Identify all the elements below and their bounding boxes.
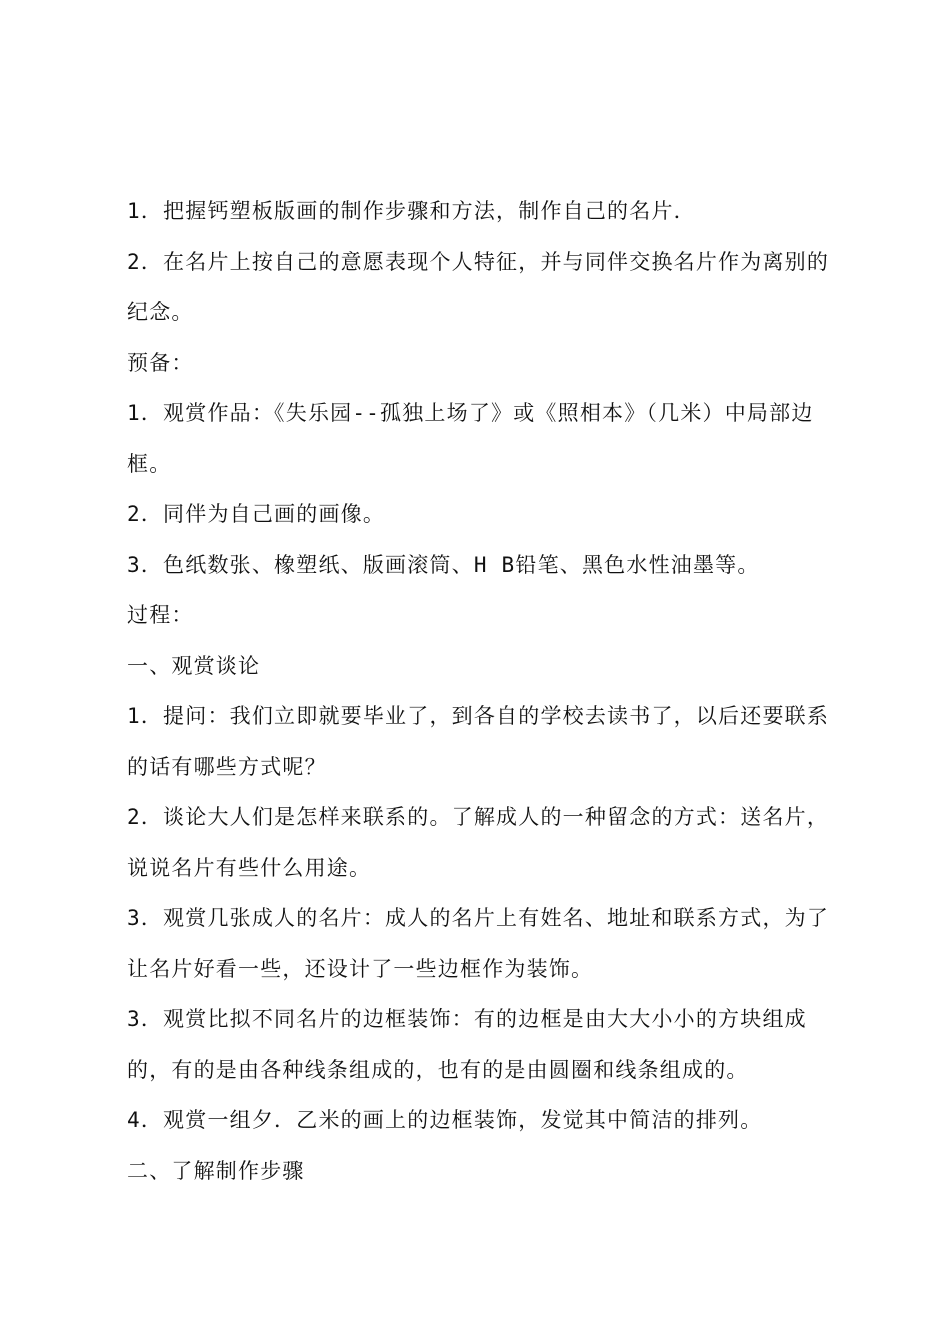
paragraph-step-2: 2．谈论大人们是怎样来联系的。了解成人的一种留念的方式：送名片，说说名片有些什么用途。 — [127, 805, 830, 880]
heading-section-2: 二、了解制作步骤 — [127, 1158, 305, 1183]
paragraph-step-4: 4．观赏一组夕．乙米的画上的边框装饰，发觉其中简洁的排列。 — [127, 1108, 763, 1132]
paragraph-objective-2: 2．在名片上按自己的意愿表现个人特征，并与同伴交换名片作为离别的纪念。 — [127, 249, 830, 324]
paragraph-prep-1: 1．观赏作品：《失乐园--孤独上场了》或《照相本》（几米）中局部边框。 — [127, 401, 814, 476]
paragraph-step-3a: 3．观赏几张成人的名片：成人的名片上有姓名、地址和联系方式，为了让名片好看一些，还设计了一些边框作为装饰。 — [127, 906, 830, 981]
heading-preparation: 预备： — [127, 350, 194, 375]
paragraph-objective-1: 1．把握钙塑板版画的制作步骤和方法，制作自己的名片． — [127, 199, 696, 223]
paragraph-step-1: 1．提问：我们立即就要毕业了，到各自的学校去读书了，以后还要联系的话有哪些方式呢？ — [127, 704, 830, 779]
heading-section-1: 一、观赏谈论 — [127, 653, 261, 678]
paragraph-prep-3: 3．色纸数张、橡塑纸、版画滚筒、H B铅笔、黑色水性油墨等。 — [127, 552, 760, 577]
document-body — [127, 186, 837, 1196]
heading-process: 过程： — [127, 603, 194, 627]
paragraph-step-3b: 3．观赏比拟不同名片的边框装饰：有的边框是由大大小小的方块组成的，有的是由各种线条组成的，也有的是由圆圈和线条组成的。 — [127, 1007, 807, 1082]
paragraph-prep-2: 2．同伴为自己画的画像。 — [127, 502, 386, 526]
